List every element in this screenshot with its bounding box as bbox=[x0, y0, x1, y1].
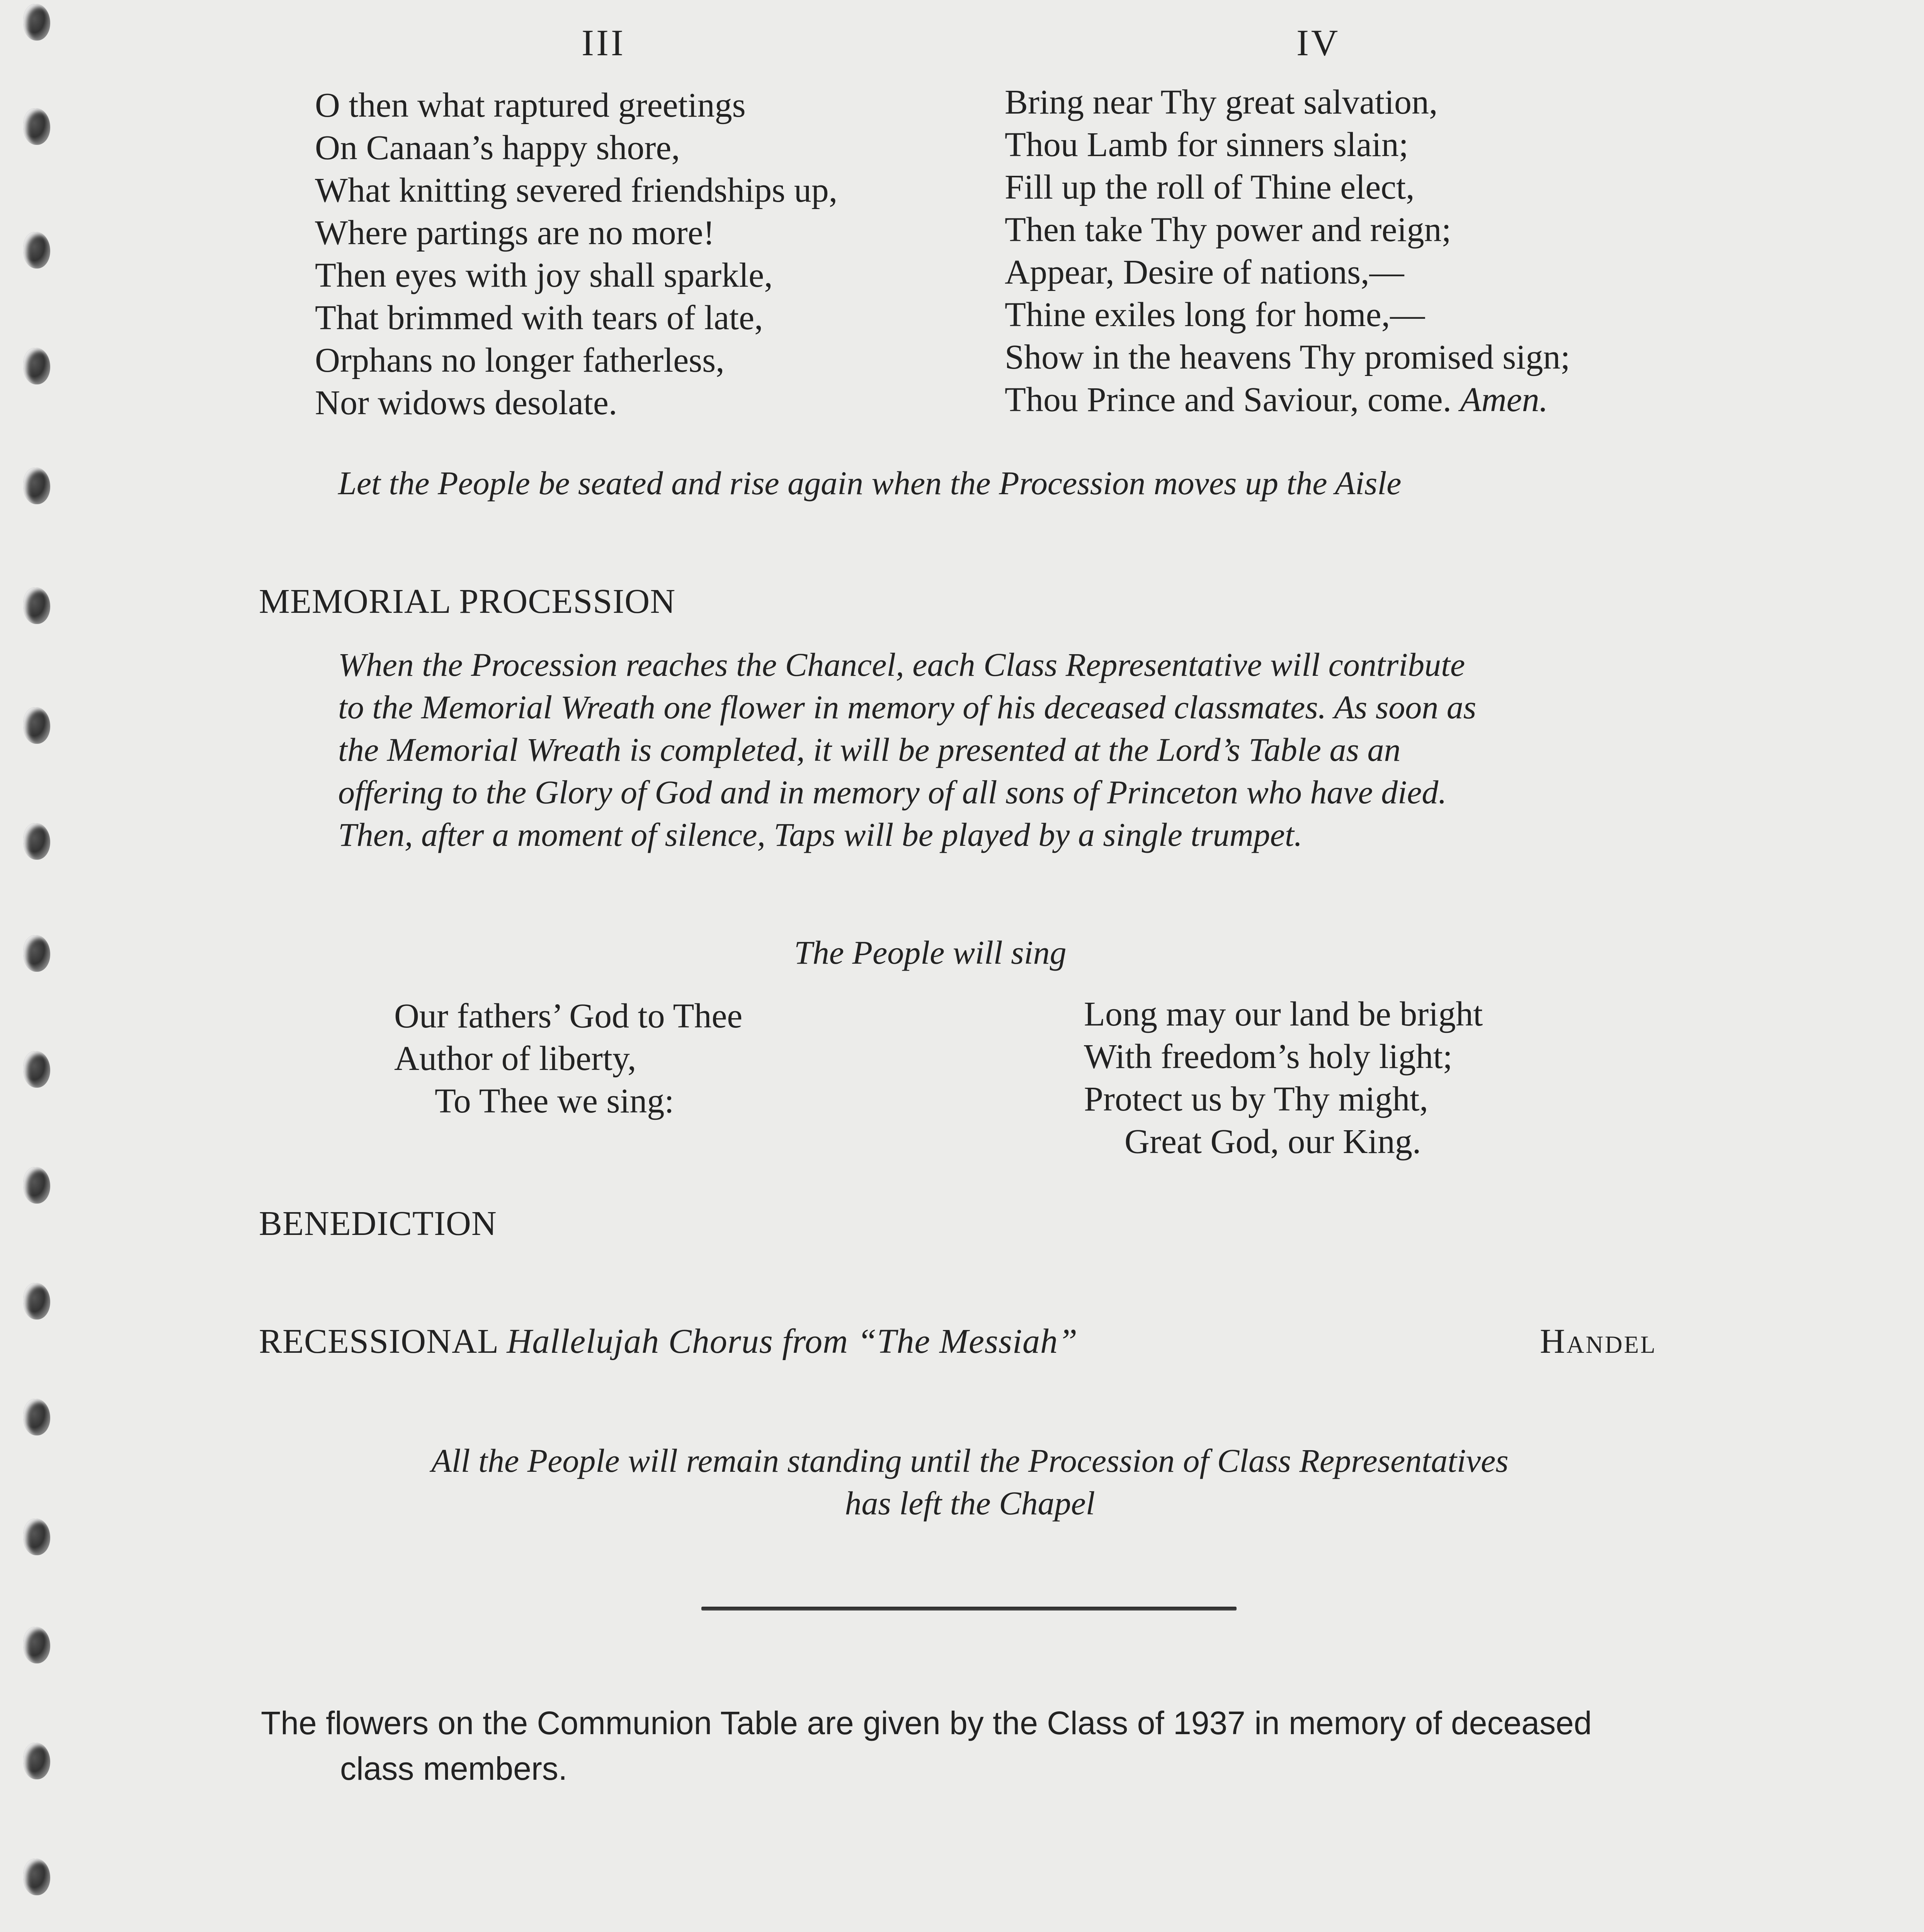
binding-hole bbox=[23, 1627, 50, 1663]
verse-line: Great God, our King. bbox=[1124, 1122, 1421, 1161]
verse-line: Thou Lamb for sinners slain; bbox=[1005, 126, 1409, 164]
binding-hole bbox=[23, 935, 50, 972]
verse-line: That brimmed with tears of late, bbox=[315, 299, 763, 337]
verse-line: Where partings are no more! bbox=[315, 214, 715, 252]
stanza-4-number: IV bbox=[1296, 22, 1341, 63]
rubric-line: When the Procession reaches the Chancel, each Class Representative will contribute bbox=[338, 646, 1465, 683]
verse-line: Show in the heavens Thy promised sign; bbox=[1005, 338, 1570, 376]
binding-hole bbox=[23, 1519, 50, 1555]
verse-line: To Thee we sing: bbox=[435, 1082, 674, 1120]
rubric-line: offering to the Glory of God and in memory of all sons of Princeton who have died. bbox=[338, 774, 1447, 811]
binding-hole bbox=[23, 468, 50, 504]
binding-hole bbox=[23, 707, 50, 744]
amen: Amen. bbox=[1460, 381, 1548, 419]
recessional-heading: RECESSIONAL bbox=[259, 1322, 498, 1361]
note-line: class members. bbox=[340, 1750, 568, 1787]
binding-hole bbox=[23, 823, 50, 860]
verse-line: Fill up the roll of Thine elect, bbox=[1005, 168, 1415, 206]
binding-hole bbox=[23, 1859, 50, 1895]
verse-line: What knitting severed friendships up, bbox=[315, 171, 838, 209]
binding-hole bbox=[23, 4, 50, 41]
binding-hole bbox=[23, 108, 50, 145]
verse-line bbox=[1005, 379, 1570, 421]
binding-hole bbox=[23, 1399, 50, 1435]
rubric-line: the Memorial Wreath is completed, it will be presented at the Lord’s Table as an bbox=[338, 731, 1401, 768]
flowers-note bbox=[261, 1700, 1592, 1791]
recessional-composer: Handel bbox=[1540, 1322, 1657, 1361]
hymn-rubric: Let the People be seated and rise again when the Procession moves up the Aisle bbox=[338, 464, 1402, 502]
recessional-line bbox=[259, 1321, 1078, 1361]
divider-rule bbox=[701, 1607, 1237, 1611]
verse-line: Appear, Desire of nations,— bbox=[1005, 253, 1404, 291]
binding-hole bbox=[23, 1167, 50, 1204]
benediction-heading: BENEDICTION bbox=[259, 1204, 497, 1243]
verse-line: O then what raptured greetings bbox=[315, 86, 746, 124]
verse-line-text: Thou Prince and Saviour, come. bbox=[1005, 381, 1452, 419]
recessional-work: Hallelujah Chorus from “The Messiah” bbox=[507, 1322, 1078, 1361]
verse-line: Then take Thy power and reign; bbox=[1005, 211, 1451, 249]
memorial-rubric bbox=[338, 643, 1476, 856]
verse-line: Orphans no longer fatherless, bbox=[315, 341, 725, 379]
song-intro: The People will sing bbox=[794, 934, 1067, 971]
binding-hole bbox=[23, 1051, 50, 1088]
rubric-line: has left the Chapel bbox=[845, 1485, 1095, 1522]
song-right-verse bbox=[1084, 993, 1483, 1163]
spiral-binding bbox=[8, 0, 70, 1932]
binding-hole bbox=[23, 587, 50, 624]
verse-line: Then eyes with joy shall sparkle, bbox=[315, 256, 773, 294]
binding-hole bbox=[23, 1283, 50, 1320]
rubric-line: All the People will remain standing until the Procession of Class Representatives bbox=[431, 1442, 1509, 1479]
stanza-3-verse bbox=[315, 84, 837, 424]
memorial-procession-heading: MEMORIAL PROCESSION bbox=[259, 582, 676, 621]
stanza-3-number: III bbox=[582, 22, 626, 63]
verse-line: Thine exiles long for home,— bbox=[1005, 296, 1425, 334]
binding-hole bbox=[23, 232, 50, 269]
verse-line: Nor widows desolate. bbox=[315, 384, 618, 422]
verse-line: Long may our land be bright bbox=[1084, 995, 1483, 1033]
recessional-rubric bbox=[338, 1439, 1602, 1524]
binding-hole bbox=[23, 1743, 50, 1779]
rubric-line: Then, after a moment of silence, Taps will be played by a single trumpet. bbox=[338, 816, 1303, 853]
verse-line: With freedom’s holy light; bbox=[1084, 1037, 1453, 1076]
verse-line: Author of liberty, bbox=[394, 1039, 636, 1078]
stanza-4-verse bbox=[1005, 81, 1570, 421]
rubric-line: to the Memorial Wreath one flower in memory of his deceased classmates. As soon as bbox=[338, 689, 1477, 726]
binding-hole bbox=[23, 348, 50, 384]
song-left-verse bbox=[394, 995, 742, 1122]
verse-line: Bring near Thy great salvation, bbox=[1005, 83, 1438, 121]
verse-line: On Canaan’s happy shore, bbox=[315, 129, 680, 167]
note-line: The flowers on the Communion Table are given by the Class of 1937 in memory of deceased bbox=[261, 1705, 1592, 1741]
verse-line: Protect us by Thy might, bbox=[1084, 1080, 1428, 1118]
verse-line: Our fathers’ God to Thee bbox=[394, 997, 743, 1035]
